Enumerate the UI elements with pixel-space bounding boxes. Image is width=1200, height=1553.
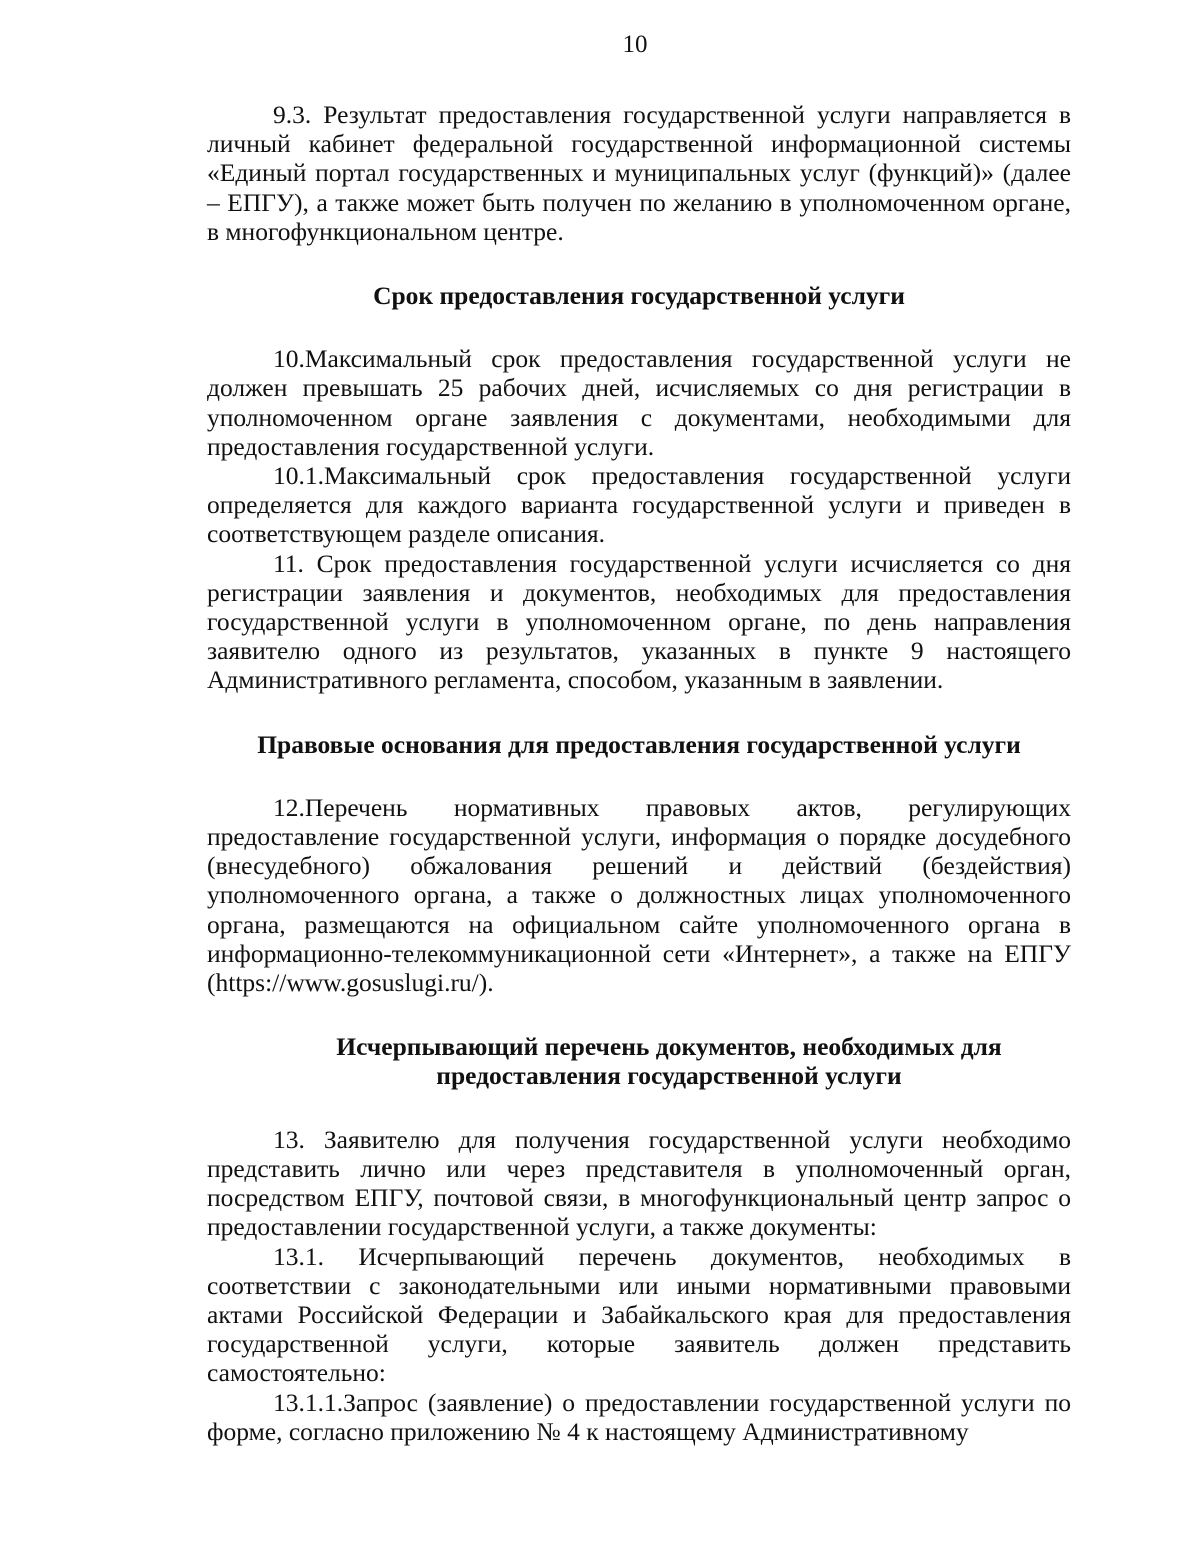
section-heading-legal: Правовые основания для предоставления государственной услуги bbox=[257, 729, 1021, 759]
section-heading-term: Срок предоставления государственной услуги bbox=[373, 281, 905, 311]
page-number: 10 bbox=[622, 31, 648, 58]
document-body bbox=[207, 100, 1071, 1446]
paragraph-13-1-1: 13.1.1.Запрос (заявление) о предоставлении государственной услуги по форме, согласно приложению № 4 к настоящему Административному bbox=[207, 1387, 1071, 1446]
paragraph-11: 11. Срок предоставления государственной услуги исчисляется со дня регистрации заявления и документов, необходимых для предоставления государственной услуги в уполномоченном органе, по день направления заявителю одного из результатов, указанных в пункте 9 настоящего Административного регламента, способом, указанным в заявлении. bbox=[207, 548, 1071, 695]
section-heading-documents bbox=[207, 1032, 1071, 1090]
section-heading-documents-line-1: Исчерпывающий перечень документов, необходимых для bbox=[336, 1032, 1002, 1062]
paragraph-13: 13. Заявителю для получения государственной услуги необходимо представить лично или через представителя в уполномоченный орган, посредством ЕПГУ, почтовой связи, в многофункциональный центр запрос о предоставлении государственной услуги, а также документы: bbox=[207, 1124, 1071, 1242]
paragraph-9-3: 9.3. Результат предоставления государственной услуги направляется в личный кабинет федеральной государственной информационной системы «Единый портал государственных и муниципальных услуг (функций)» (далее – ЕПГУ), а также может быть получен по желанию в уполномоченном органе, в многофункциональном центре. bbox=[207, 100, 1071, 246]
paragraph-12: 12.Перечень нормативных правовых актов, регулирующих предоставление государственной услуги, информация о порядке досудебного (внесудебного) обжалования решений и действий (бездействия) уполномоченного органа, а также о должностных лицах уполномоченного органа, размещаются на официальном сайте уполномоченного органа в информационно-телекоммуникационной сети «Интернет», а также на ЕПГУ (https://www.gosuslugi.ru/). bbox=[207, 792, 1071, 998]
paragraph-13-1: 13.1. Исчерпывающий перечень документов, необходимых в соответствии с законодательными или иными нормативными правовыми актами Российской Федерации и Забайкальского края для предоставления государственной услуги, которые заявитель должен представить самостоятельно: bbox=[207, 1241, 1071, 1388]
section-heading-documents-line-2: предоставления государственной услуги bbox=[436, 1061, 902, 1091]
paragraph-10: 10.Максимальный срок предоставления государственной услуги не должен превышать 25 рабочих дней, исчисляемых со дня регистрации в уполномоченном органе заявления с документами, необходимыми для предоставления государственной услуги. bbox=[207, 344, 1071, 461]
paragraph-10-1: 10.1.Максимальный срок предоставления государственной услуги определяется для каждого варианта государственной услуги и приведен в соответствующем разделе описания. bbox=[207, 461, 1071, 549]
